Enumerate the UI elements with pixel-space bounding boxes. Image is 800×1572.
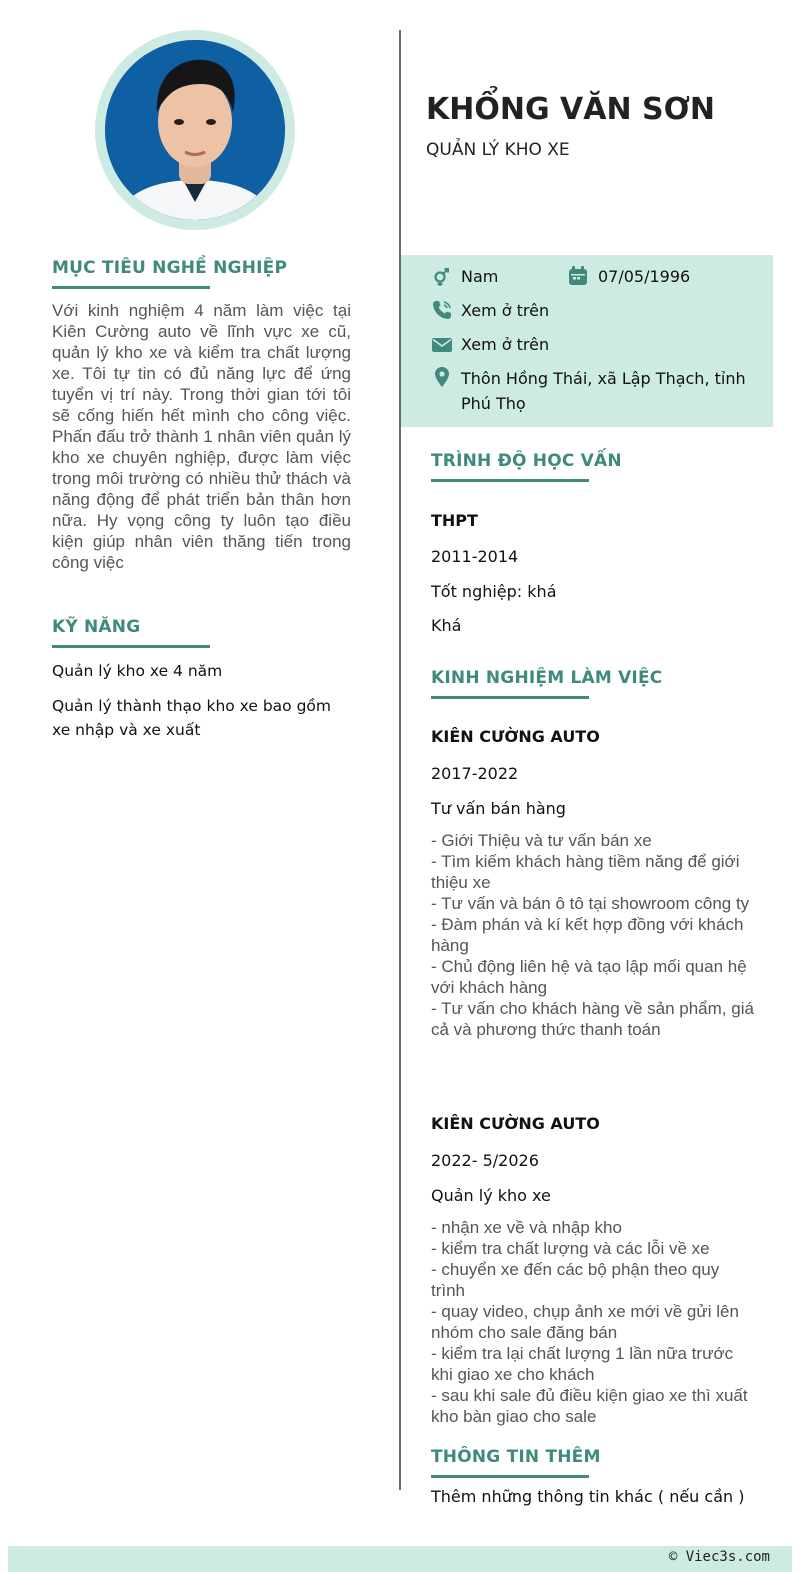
job-title: QUẢN LÝ KHO XE [426, 140, 570, 160]
extra-text: Thêm những thông tin khác ( nếu cần ) [431, 1487, 745, 1506]
calendar-icon [568, 266, 588, 286]
experience-underline [431, 696, 589, 699]
job-company: KIÊN CƯỜNG AUTO [431, 727, 600, 746]
job-details: - nhận xe về và nhập kho - kiểm tra chất lượng và các lỗi về xe - chuyển xe đến các bộ phận theo quy trình - quay video, chụp ảnh xe mới về gửi lên nhóm cho sale đăng bán - kiểm tra lại chất lượng 1 lần nữa trước khi giao xe cho khách - sau khi sale đủ điều kiện giao xe thì xuất kho bàn giao cho sale [431, 1218, 748, 1426]
job-details: - Giới Thiệu và tư vấn bán xe - Tìm kiếm khách hàng tiềm năng để giới thiệu xe - Tư vấn và bán ô tô tại showroom công ty - Đàm phán và kí kết hợp đồng với khách hàng - Chủ động liên hệ và tạo lập mối quan hệ với khách hàng - Tư vấn cho khách hàng về sản phẩm, giá cả và phương thức thanh toán [431, 831, 754, 1039]
gender-icon [432, 267, 452, 287]
phone-icon [432, 300, 452, 320]
skills-underline [52, 645, 210, 648]
education-school: THPT [431, 511, 478, 530]
address-line-2: Phú Thọ [461, 394, 526, 413]
experience-section-header [431, 668, 662, 699]
objective-title: MỤC TIÊU NGHỀ NGHIỆP [52, 258, 288, 278]
email-icon [432, 335, 452, 355]
objective-section-header [52, 258, 287, 289]
job-period: 2022- 5/2026 [431, 1151, 539, 1170]
education-graduation: Tốt nghiệp: khá [431, 582, 557, 601]
skills-section-header [52, 617, 210, 648]
objective-text: Với kinh nghiệm 4 năm làm việc tại Kiên Cường auto về lĩnh vực xe cũ, quản lý kho xe và kiểm tra chất lượng xe. Tôi tự tin có đủ năng lực để ứng tuyển vị trí này. Trong thời gian tới tôi sẽ cống hiến hết mình cho công việc. Phấn đấu trở thành 1 nhân viên quản lý kho xe chuyên nghiệp, được làm việc trong môi trường có nhiều thử thách và năng động để phát triển bản thân hơn nữa. Hy vọng công ty luôn tạo điều kiện giúp nhân viên thăng tiến trong công việc [52, 301, 351, 572]
extra-underline [431, 1475, 589, 1478]
education-title: TRÌNH ĐỘ HỌC VẤN [431, 451, 622, 471]
job-company: KIÊN CƯỜNG AUTO [431, 1114, 600, 1133]
gender-value: Nam [461, 267, 499, 286]
footer-credit[interactable]: © Viec3s.com [668, 1549, 770, 1565]
job-role: Quản lý kho xe [431, 1186, 551, 1205]
email-value: Xem ở trên [461, 335, 550, 354]
objective-underline [52, 286, 210, 289]
footer-bar [8, 1546, 792, 1572]
contact-panel [401, 255, 773, 427]
extra-section-header [431, 1447, 601, 1478]
skill-item: Quản lý kho xe 4 năm [52, 662, 223, 680]
column-divider [399, 30, 401, 1490]
candidate-name: KHỔNG VĂN SƠN [426, 92, 715, 127]
birthdate-value: 07/05/1996 [598, 267, 691, 286]
phone-value: Xem ở trên [461, 301, 550, 320]
job-period: 2017-2022 [431, 764, 519, 783]
avatar-ring [95, 30, 295, 230]
extra-title: THÔNG TIN THÊM [431, 1447, 601, 1467]
portrait-photo [105, 40, 285, 220]
location-icon [432, 367, 452, 387]
skills-title: KỸ NĂNG [52, 617, 141, 637]
experience-title: KINH NGHIỆM LÀM VIỆC [431, 668, 663, 688]
skill-item: Quản lý thành thạo kho xe bao gồm xe nhập và xe xuất [52, 697, 331, 739]
education-grade: Khá [431, 616, 462, 635]
education-section-header [431, 451, 622, 482]
job-role: Tư vấn bán hàng [431, 799, 566, 818]
address-line-1: Thôn Hồng Thái, xã Lập Thạch, tỉnh [461, 369, 746, 388]
education-underline [431, 479, 589, 482]
avatar [105, 40, 285, 220]
education-period: 2011-2014 [431, 547, 519, 566]
